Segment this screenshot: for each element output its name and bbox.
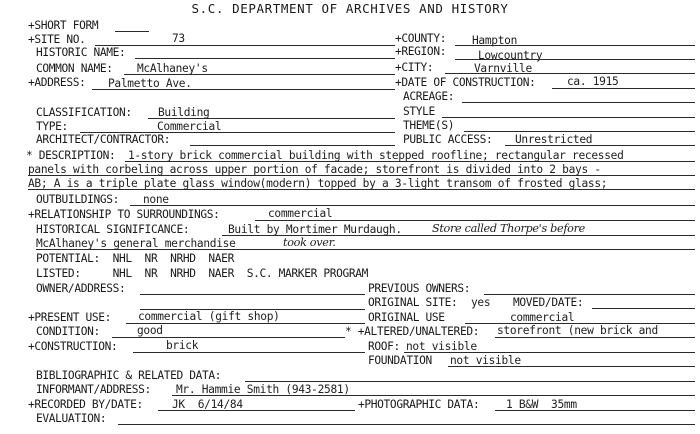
- description-line-2: panels with corbeling across upper portion of facade; storefront is divided into 2 bays -: [28, 163, 601, 176]
- significance-handwritten-1: Store called Thorpe's before: [432, 222, 585, 235]
- present-use-label: +PRESENT USE:: [28, 311, 112, 324]
- acreage-label: ACREAGE:: [403, 90, 455, 103]
- condition-value: good: [137, 324, 163, 337]
- form-header: S.C. DEPARTMENT OF ARCHIVES AND HISTORY: [191, 1, 509, 16]
- significance-typed-2: McAlhaney's general merchandise: [36, 237, 236, 250]
- description-line-1: 1-story brick commercial building with stepped roofline; rectangular recessed: [128, 149, 624, 162]
- region-label: +REGION:: [395, 45, 447, 58]
- original-use-value: commercial: [510, 311, 575, 324]
- historical-significance-label: HISTORICAL SIGNIFICANCE:: [36, 223, 190, 236]
- moved-date-line: [592, 308, 695, 309]
- region-value: Lowcountry: [478, 49, 543, 62]
- recorded-by-label: +RECORDED BY/DATE:: [28, 398, 143, 411]
- description-rule-3: [28, 189, 695, 190]
- relationship-value: commercial: [268, 207, 333, 220]
- address-line: [92, 89, 395, 90]
- original-site-value: yes: [471, 296, 491, 309]
- county-label: +COUNTY:: [395, 32, 447, 45]
- altered-value: storefront (new brick and: [497, 324, 658, 337]
- significance-handwritten-2: took over.: [283, 236, 336, 249]
- moved-date-label: MOVED/DATE:: [513, 296, 584, 309]
- significance-rule-2: [36, 249, 695, 250]
- foundation-label: FOUNDATION: [368, 354, 432, 367]
- present-use-value: commercial (gift shop): [138, 310, 280, 323]
- common-name-value: McAlhaney's: [137, 62, 208, 75]
- description-rule-2: [28, 175, 695, 176]
- short-form-line: [115, 31, 149, 32]
- classification-line: [148, 118, 395, 119]
- photographic-label: +PHOTOGRAPHIC DATA:: [358, 398, 480, 411]
- evaluation-label: EVALUATION:: [36, 412, 107, 425]
- roof-value: not visible: [406, 340, 477, 353]
- condition-label: CONDITION:: [36, 325, 100, 338]
- historic-name-label: HISTORIC NAME:: [36, 46, 126, 59]
- county-line: [455, 45, 695, 46]
- altered-label: * +ALTERED/UNALTERED:: [345, 325, 480, 338]
- owner-address-line: [140, 294, 365, 295]
- bibliographic-line: [245, 381, 695, 382]
- recorded-by-line: [158, 410, 355, 411]
- address-label: +ADDRESS:: [28, 76, 86, 89]
- recorded-by-value: JK 6/14/84: [172, 398, 243, 411]
- acreage-line: [462, 102, 695, 103]
- photographic-value: 1 B&W 35mm: [506, 398, 577, 411]
- foundation-value: not visible: [450, 354, 521, 367]
- relationship-line: [255, 220, 695, 221]
- architect-line: [190, 145, 395, 146]
- original-site-label: ORIGINAL SITE:: [368, 296, 458, 309]
- evaluation-line: [118, 424, 695, 425]
- original-use-label: ORIGINAL USE: [368, 311, 445, 324]
- city-label: +CITY:: [395, 61, 434, 74]
- roof-label: ROOF:: [368, 340, 400, 353]
- owner-address-label: OWNER/ADDRESS:: [36, 282, 126, 295]
- historic-name-line: [135, 58, 395, 59]
- short-form-label: +SHORT FORM: [28, 19, 99, 32]
- theme-line: [464, 131, 695, 132]
- address-value: Palmetto Ave.: [108, 77, 192, 90]
- region-line: [455, 59, 695, 60]
- condition-line: [112, 337, 345, 338]
- architect-label: ARCHITECT/CONTRACTOR:: [36, 133, 171, 146]
- outbuildings-value: none: [143, 193, 169, 206]
- outbuildings-line: [130, 205, 695, 206]
- previous-owners-line: [484, 294, 695, 295]
- construction-label: +CONSTRUCTION:: [28, 340, 118, 353]
- informant-line: [172, 395, 695, 396]
- informant-label: INFORMANT/ADDRESS:: [36, 383, 151, 396]
- public-access-label: PUBLIC ACCESS:: [403, 133, 493, 146]
- foundation-line: [448, 366, 695, 367]
- common-name-label: COMMON NAME:: [36, 62, 113, 75]
- theme-label: THEME(S): [403, 119, 455, 132]
- outbuildings-label: OUTBUILDINGS:: [36, 193, 120, 206]
- roof-line: [404, 352, 695, 353]
- date-construction-line: [552, 88, 695, 89]
- site-no-line: [95, 45, 395, 46]
- bibliographic-label: BIBLIOGRAPHIC & RELATED DATA:: [36, 369, 222, 382]
- county-value: Hampton: [472, 34, 518, 47]
- style-line: [442, 117, 695, 118]
- description-line-3: AB; A is a triple plate glass window(modern) topped by a 3-light transom of frosted glass;: [28, 177, 608, 190]
- description-rule-1: [125, 161, 695, 162]
- altered-line: [495, 337, 695, 338]
- construction-line: [133, 352, 365, 353]
- public-access-value: Unrestricted: [515, 133, 593, 146]
- type-label: TYPE:: [36, 120, 68, 133]
- public-access-line: [505, 145, 695, 146]
- previous-owners-label: PREVIOUS OWNERS:: [368, 282, 471, 295]
- potential-label: POTENTIAL: NHL NR NRHD NAER: [36, 252, 234, 265]
- site-no-label: +SITE NO.: [28, 33, 86, 46]
- listed-label: LISTED: NHL NR NRHD NAER S.C. MARKER PROGRAM: [36, 267, 369, 280]
- common-name-line: [124, 74, 395, 75]
- photographic-line: [495, 410, 695, 411]
- construction-value: brick: [166, 339, 199, 352]
- style-label: STYLE: [403, 105, 435, 118]
- date-construction-label: +DATE OF CONSTRUCTION:: [395, 76, 536, 89]
- city-line: [445, 73, 695, 74]
- site-no-value: 73: [172, 32, 185, 45]
- relationship-label: +RELATIONSHIP TO SURROUNDINGS:: [28, 208, 220, 221]
- description-label: * DESCRIPTION:: [26, 149, 116, 162]
- informant-value: Mr. Hammie Smith (943-2581): [176, 383, 350, 396]
- city-value: Varnville: [474, 62, 532, 75]
- significance-typed-1: Built by Mortimer Murdaugh.: [228, 223, 402, 236]
- date-construction-value: ca. 1915: [567, 75, 619, 88]
- type-value: Commercial: [157, 120, 222, 133]
- classification-value: Building: [158, 106, 210, 119]
- classification-label: CLASSIFICATION:: [36, 106, 132, 119]
